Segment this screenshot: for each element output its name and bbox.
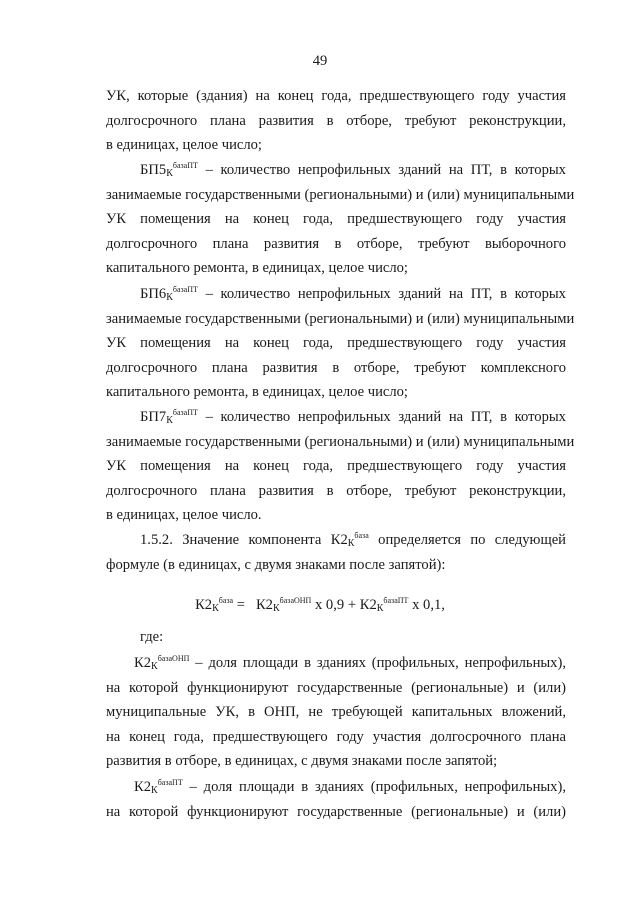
text-line: долгосрочного плана развития в отборе, требуют выборочного [106,235,566,252]
definition-text: – количество непрофильных зданий на ПТ, в которых [205,162,566,178]
text-line: в единицах, целое число; [106,137,262,153]
definition-first-line [106,405,566,430]
definition-k2-onp [106,651,566,774]
term-label: $БП7_К^{базаПТ}$ [140,408,198,426]
text-line: развития в отборе, в единицах, с двумя знаками после запятой; [106,753,498,769]
definition-text: – доля площади в зданиях (профильных, непрофильных), [195,655,566,671]
text-line: на конец года, предшествующего году участия долгосрочного плана [106,728,566,745]
text-line: УК, которые (здания) на конец года, предшествующего году участия [106,88,566,104]
text-line: долгосрочного плана развития в отборе, требуют реконструкции, [106,112,566,129]
formula-term-onp: $К2_К^{базаОНП}$ [255,596,312,614]
text-line: занимаемые государственными (региональными) и (или) муниципальными [106,433,575,450]
term-label: $К2_К^{базаПТ}$ [134,778,183,796]
definition-bp7 [106,405,575,528]
definition-text: – количество непрофильных зданий на ПТ, в которых [205,286,566,302]
formula-term-pt: $К2_К^{базаПТ}$ [359,596,409,614]
term-label: $К2_К^{база}$ [330,531,369,549]
term-label: $БП5_К^{базаПТ}$ [140,161,198,179]
formula-equals: = [236,597,245,613]
section-intro-end: определяется по следующей [378,532,566,548]
definition-bp5 [106,158,575,281]
definition-first-line [106,775,566,800]
definition-text: – доля площади в зданиях (профильных, непрофильных), [189,779,566,795]
definition-text: – количество непрофильных зданий на ПТ, в которых [205,409,566,425]
page-number: 49 [312,53,328,69]
section-intro: 1.5.2. Значение компонента [140,532,322,548]
text-line: в единицах, целое число. [106,507,262,523]
section-1-5-2 [106,528,566,577]
where-block [106,625,566,650]
formula-lhs: $К2_К^{база}$ [195,596,234,614]
definition-first-line [106,282,566,307]
definition-k2-pt [106,775,566,824]
text-line: капитального ремонта, в единицах, целое число; [106,384,408,400]
definition-bp6 [106,282,575,405]
formula-op2: х 0,1, [412,597,445,613]
where-label: где: [140,629,164,645]
text-line: долгосрочного плана развития в отборе, требуют реконструкции, [106,482,566,499]
text-line: занимаемые государственными (региональными) и (или) муниципальными [106,186,575,203]
term-label: $К2_К^{базаОНП}$ [134,654,190,672]
section-first-line [106,528,566,553]
text-line: УК помещения на конец года, предшествующего году участия [106,211,566,227]
text-line: муниципальные УК, в ОНП, не требующей капитальных вложений, [106,704,566,720]
paragraph-continuation [106,84,566,158]
formula [0,593,640,617]
text-line: капитального ремонта, в единицах, целое число; [106,260,408,276]
text-line: занимаемые государственными (региональными) и (или) муниципальными [106,310,575,327]
text-line: на которой функционируют государственные (региональные) и (или) [106,679,566,696]
text-line: долгосрочного плана развития в отборе, требуют комплексного [106,359,566,376]
text-line: формуле (в единицах, с двумя знаками после запятой): [106,556,446,573]
term-label: $БП6_К^{базаПТ}$ [140,285,198,303]
definition-first-line [106,158,566,183]
definition-first-line [106,651,566,676]
text-line: УК помещения на конец года, предшествующего году участия [106,335,566,351]
text-line: на которой функционируют государственные (региональные) и (или) [106,803,566,820]
text-line: УК помещения на конец года, предшествующего году участия [106,458,566,474]
formula-op1: х 0,9 + [314,597,357,613]
